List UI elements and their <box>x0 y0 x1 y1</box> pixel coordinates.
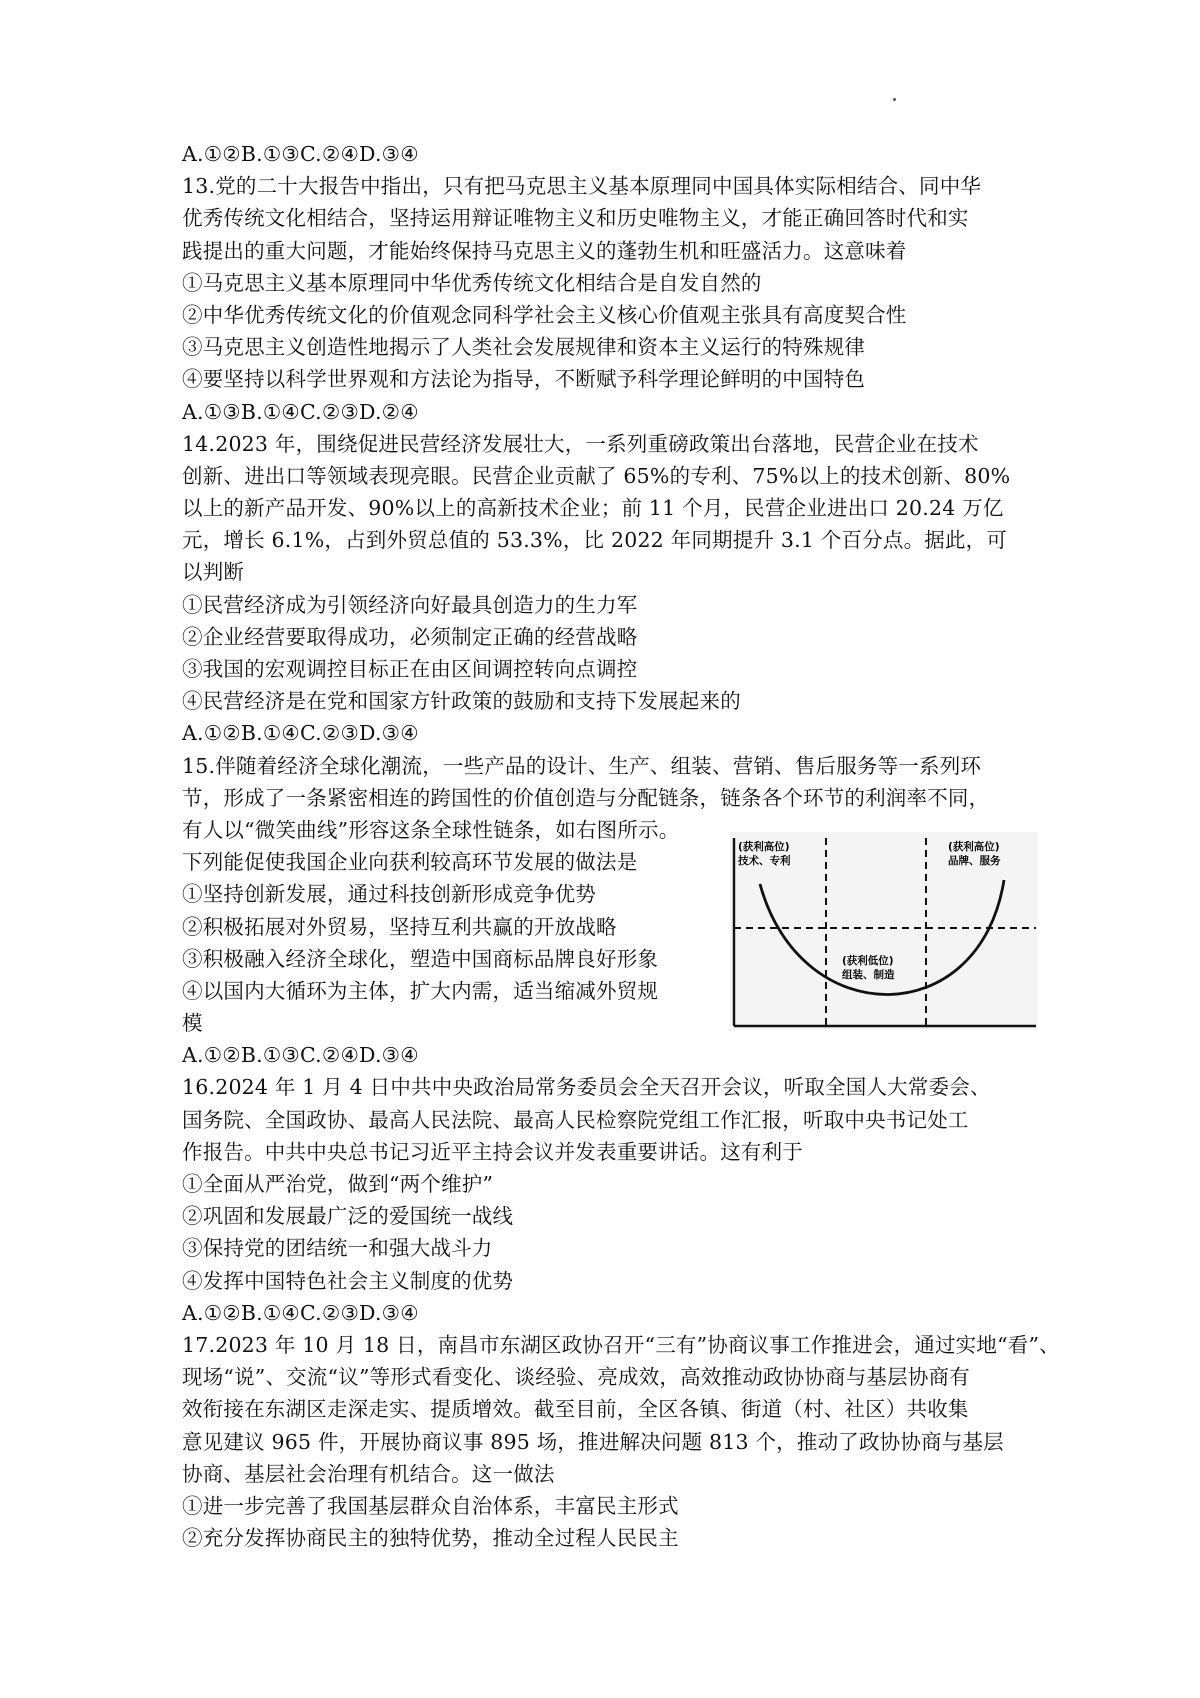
q17-stem-line: 17.2023 年 10 月 18 日，南昌市东湖区政协召开“三有”协商议事工作推进会，通过实地“看”、 <box>182 1332 1060 1357</box>
q17-stem-line: 现场“说”、交流“议”等形式看变化、谈经验、亮成效，高效推动政协协商与基层协商有 <box>182 1365 970 1390</box>
q17-stem-line: 意见建议 965 件，开展协商议事 895 场，推进解决问题 813 个，推动了政协协商与基层 <box>182 1429 1004 1454</box>
q13-stem-line: 优秀传统文化相结合，坚持运用辩证唯物主义和历史唯物主义，才能正确回答时代和实 <box>182 206 969 231</box>
q17-item: ②充分发挥协商民主的独特优势，推动全过程人民民主 <box>182 1526 679 1551</box>
q14-stem-line: 14.2023 年，围绕促进民营经济发展壮大，一系列重磅政策出台落地，民营企业在技术 <box>182 431 979 456</box>
q16-stem-line: 国务院、全国政协、最高人民法院、最高人民检察院党组工作汇报，听取中央书记处工 <box>182 1107 969 1132</box>
left-label-bottom: 技术、专利 <box>738 855 791 867</box>
question-13 <box>182 170 1042 428</box>
q13-item: ①马克思主义基本原理同中华优秀传统文化相结合是自发自然的 <box>182 270 762 295</box>
right-label-bottom: 品牌、服务 <box>948 855 1001 867</box>
q13-stem-line: 13.党的二十大报告中指出，只有把马克思主义基本原理同中国具体实际相结合、同中华 <box>182 174 982 199</box>
mid-label-top: (获利低位) <box>842 955 894 967</box>
q15-item: ④以国内大循环为主体，扩大内需，适当缩减外贸规 <box>182 978 659 1003</box>
q13-options: A.①③B.①④C.②③D.②④ <box>182 399 419 424</box>
smile-curve-diagram <box>730 832 1038 1030</box>
q15-stem-line: 节，形成了一条紧密相连的跨国性的价值创造与分配链条，链条各个环节的利润率不同， <box>182 785 990 810</box>
q17-item: ①进一步完善了我国基层群众自治体系，丰富民主形式 <box>182 1493 679 1518</box>
q15-item: 模 <box>182 1011 203 1036</box>
scan-speck <box>893 98 896 101</box>
q13-item: ③马克思主义创造性地揭示了人类社会发展规律和资本主义运行的特殊规律 <box>182 335 866 360</box>
question-17 <box>182 1329 1060 1554</box>
q15-item: ②积极拓展对外贸易，坚持互利共赢的开放战略 <box>182 914 617 939</box>
right-label-top: (获利高位) <box>948 841 1000 853</box>
q16-options: A.①②B.①④C.②③D.③④ <box>182 1300 419 1325</box>
q16-stem-line: 16.2024 年 1 月 4 日中共中央政治局常务委员会全天召开会议，听取全国人大常委会、 <box>182 1075 991 1100</box>
q16-item: ②巩固和发展最广泛的爱国统一战线 <box>182 1204 514 1229</box>
q16-stem-line: 作报告。中共中央总书记习近平主持会议并发表重要讲话。这有利于 <box>182 1139 803 1164</box>
q16-item: ①全面从严治党，做到“两个维护” <box>182 1172 494 1196</box>
q14-stem-line: 以判断 <box>182 560 245 585</box>
q14-item: ②企业经营要取得成功，必须制定正确的经营战略 <box>182 624 638 649</box>
smile-curve-figure <box>730 832 1038 1030</box>
q16-item: ④发挥中国特色社会主义制度的优势 <box>182 1268 514 1293</box>
q15-stem-line: 有人以“微笑曲线”形容这条全球性链条，如右图所示。 <box>182 817 680 842</box>
q15-question: 下列能促使我国企业向获利较高环节发展的做法是 <box>182 850 638 875</box>
q15-stem-line: 15.伴随着经济全球化潮流，一些产品的设计、生产、组装、营销、售后服务等一系列环 <box>182 753 982 778</box>
q14-stem-line: 元，增长 6.1%，占到外贸总值的 53.3%，比 2022 年同期提升 3.1 个百分点。据此，可 <box>182 528 1008 553</box>
q15-item: ①坚持创新发展，通过科技创新形成竞争优势 <box>182 882 596 907</box>
mid-label-bottom: 组装、制造 <box>842 969 895 981</box>
q17-stem-line: 协商、基层社会治理有机结合。这一做法 <box>182 1461 555 1486</box>
q14-stem-line: 创新、进出口等领域表现亮眼。民营企业贡献了 65%的专利、75%以上的技术创新、80% <box>182 463 1011 488</box>
q14-stem-line: 以上的新产品开发、90%以上的高新技术企业；前 11 个月，民营企业进出口 20.24 万亿 <box>182 496 1004 521</box>
q14-item: ④民营经济是在党和国家方针政策的鼓励和支持下发展起来的 <box>182 689 741 714</box>
question-14 <box>182 428 1042 750</box>
q17-stem-line: 效衔接在东湖区走深走实、提质增效。截至目前，全区各镇、街道（村、社区）共收集 <box>182 1397 969 1422</box>
q15-item: ③积极融入经济全球化，塑造中国商标品牌良好形象 <box>182 946 659 971</box>
q16-item: ③保持党的团结统一和强大战斗力 <box>182 1236 493 1261</box>
q13-item: ②中华优秀传统文化的价值观念同科学社会主义核心价值观主张具有高度契合性 <box>182 302 907 327</box>
q15-options: A.①②B.①③C.②④D.③④ <box>182 1043 419 1068</box>
q14-options: A.①②B.①④C.②③D.③④ <box>182 721 419 746</box>
q14-item: ①民营经济成为引领经济向好最具创造力的生力军 <box>182 592 638 617</box>
q13-item: ④要坚持以科学世界观和方法论为指导，不断赋予科学理论鲜明的中国特色 <box>182 367 866 392</box>
question-16 <box>182 1071 1042 1329</box>
q12-options: A.①②B.①③C.②④D.③④ <box>182 142 419 166</box>
q14-item: ③我国的宏观调控目标正在由区间调控转向点调控 <box>182 657 638 681</box>
left-label-top: (获利高位) <box>738 841 790 853</box>
q13-stem-line: 践提出的重大问题，才能始终保持马克思主义的蓬勃生机和旺盛活力。这意味着 <box>182 238 907 263</box>
